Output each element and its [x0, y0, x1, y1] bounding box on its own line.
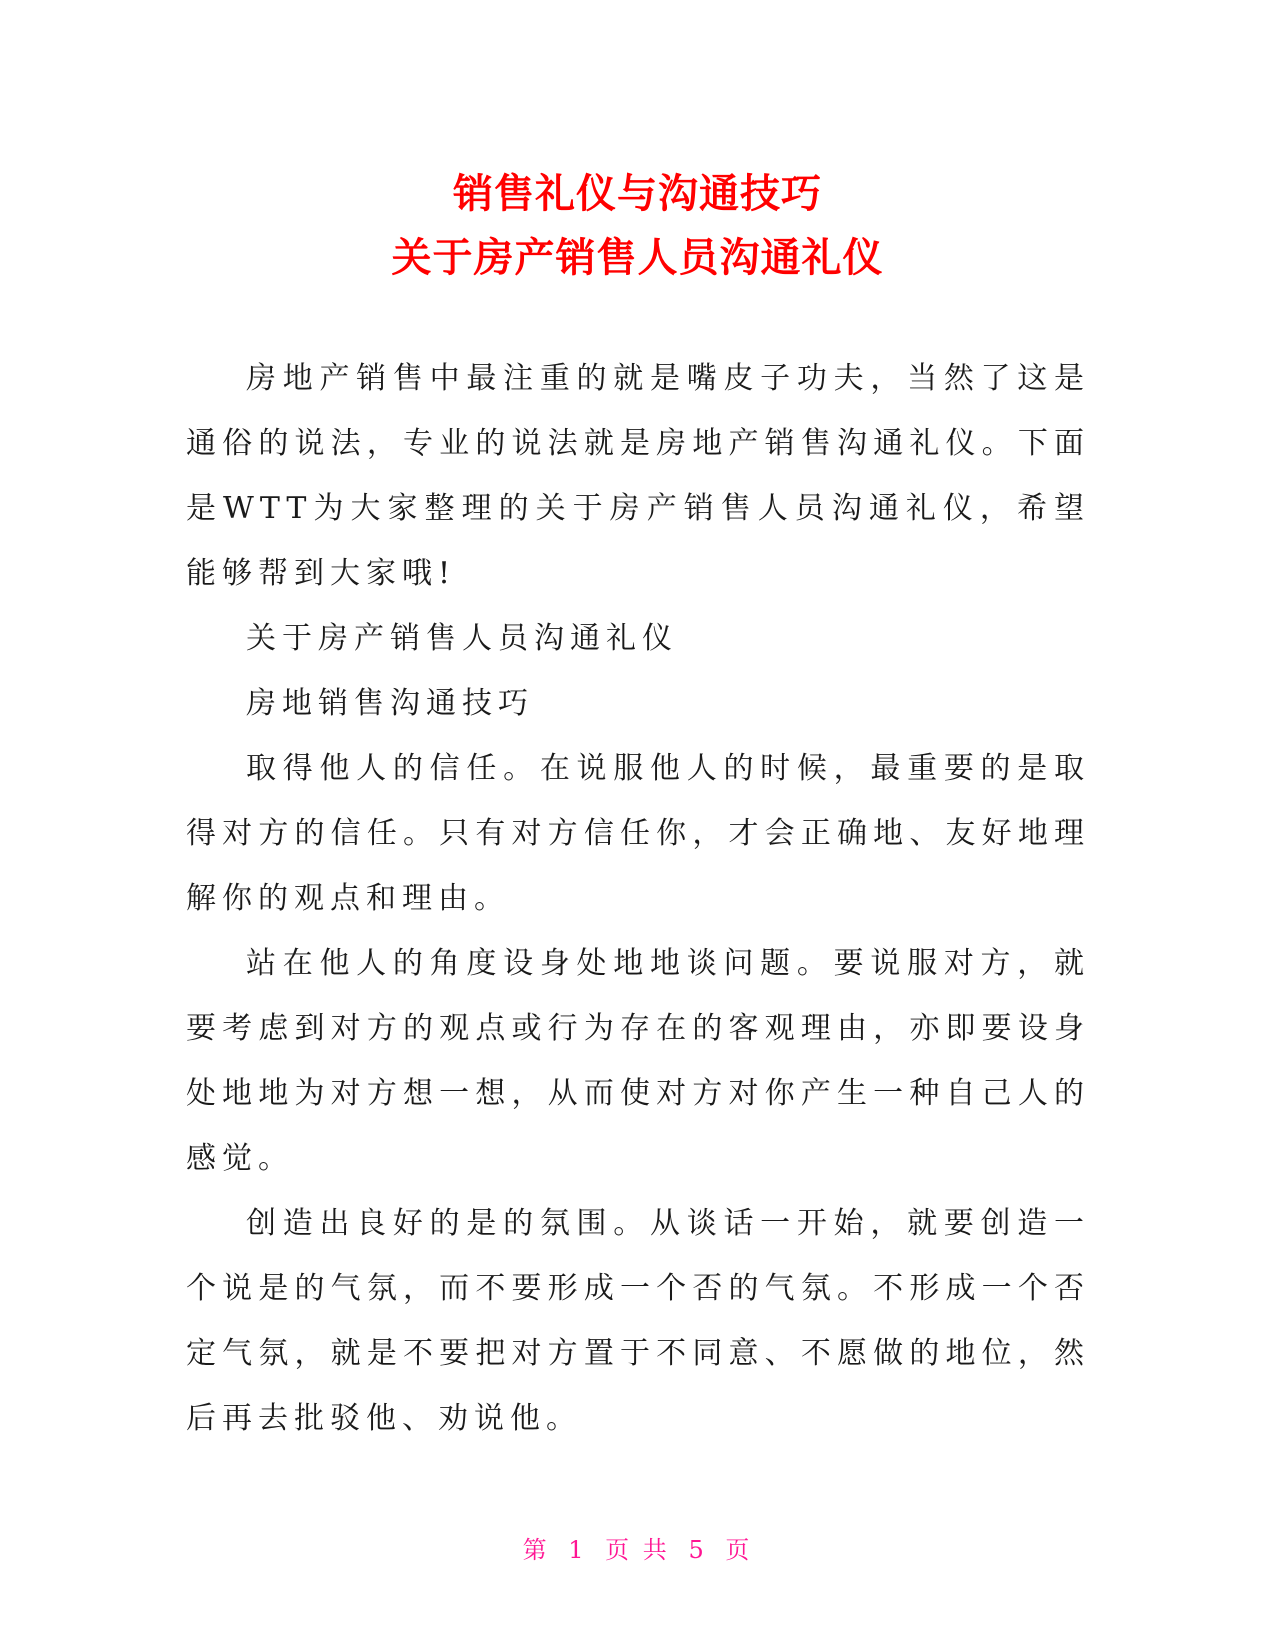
footer-middle: 页 共: [605, 1536, 670, 1564]
paragraph-atmosphere: 创造出良好的是的氛围。从谈话一开始，就要创造一个说是的气氛，而不要形成一个否的气氛。不形成一个否定气氛，就是不要把对方置于不同意、不愿做的地位，然后再去批驳他、劝说他。: [186, 1206, 1090, 1436]
document-subtitle: 关于房产销售人员沟通礼仪: [391, 235, 884, 281]
footer-current-page: 1: [568, 1536, 587, 1564]
paragraph-intro: 房地产销售中最注重的就是嘴皮子功夫，当然了这是通俗的说法，专业的说法就是房地产销售沟通礼仪。下面是WTT为大家整理的关于房产销售人员沟通礼仪，希望能够帮到大家哦!: [186, 361, 1090, 591]
paragraph-empathy: 站在他人的角度设身处地地谈问题。要说服对方，就要考虑到对方的观点或行为存在的客观理由，亦即要设身处地地为对方想一想，从而使对方对你产生一种自己人的感觉。: [186, 946, 1090, 1176]
document-title: 销售礼仪与沟通技巧: [453, 171, 822, 217]
footer-prefix: 第: [522, 1536, 550, 1564]
paragraph-trust: 取得他人的信任。在说服他人的时候，最重要的是取得对方的信任。只有对方信任你，才会正确地、友好地理解你的观点和理由。: [186, 751, 1090, 916]
footer-suffix: 页: [725, 1536, 753, 1564]
page-footer: [0, 1530, 1275, 1565]
document-body: [186, 346, 1090, 1451]
footer-total-pages: 5: [688, 1536, 707, 1564]
paragraph-heading-skills: 房地销售沟通技巧: [246, 686, 534, 721]
paragraph-heading-etiquette: 关于房产销售人员沟通礼仪: [246, 621, 678, 656]
title-block: [0, 162, 1275, 290]
